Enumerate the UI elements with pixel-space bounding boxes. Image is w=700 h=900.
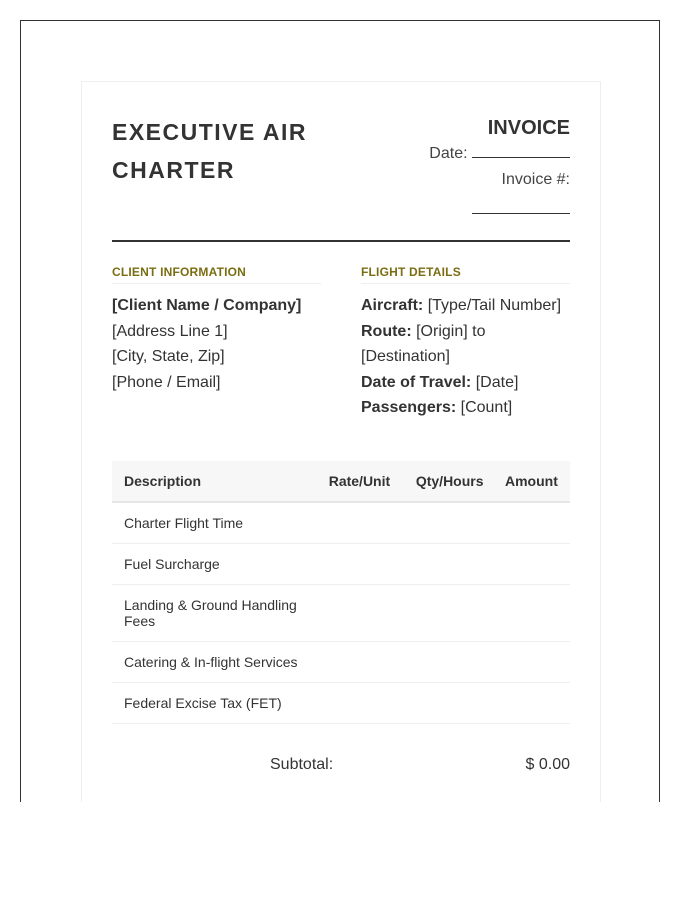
aircraft-label: Aircraft: — [361, 297, 424, 314]
passengers-value: [Count] — [460, 399, 513, 416]
row-description: Landing & Ground Handling Fees — [112, 585, 319, 642]
row-amount[interactable] — [495, 642, 570, 683]
passengers-label: Passengers: — [361, 399, 457, 416]
date-line — [370, 140, 570, 167]
date-label: Date: — [429, 145, 468, 162]
invoice-number-line — [370, 167, 570, 193]
row-qty[interactable] — [406, 585, 495, 642]
client-city: [City, State, Zip] — [112, 348, 225, 365]
route-value: [Origin] to — [416, 322, 486, 340]
row-qty[interactable] — [406, 683, 495, 724]
flight-info — [361, 293, 576, 421]
table-row — [112, 502, 570, 544]
row-amount[interactable] — [495, 683, 570, 724]
travel-date-label: Date of Travel: — [361, 373, 472, 391]
table-row — [112, 544, 570, 585]
date-blank-field[interactable] — [472, 140, 570, 158]
table-row — [112, 683, 570, 724]
passengers-line — [361, 395, 576, 421]
client-section-title: CLIENT INFORMATION — [112, 265, 321, 284]
line-items-table — [112, 461, 570, 724]
row-qty[interactable] — [406, 502, 495, 544]
invoice-title: INVOICE — [487, 117, 570, 139]
invoice-number-blank-line — [370, 197, 570, 219]
row-description: Fuel Surcharge — [112, 544, 319, 585]
row-rate[interactable] — [319, 642, 406, 683]
row-amount[interactable] — [495, 502, 570, 544]
travel-date-line — [361, 370, 576, 396]
route-value-2: [Destination] — [361, 348, 450, 365]
column-header-qty: Qty/Hours — [406, 461, 495, 502]
route-line — [361, 319, 576, 345]
column-header-description: Description — [112, 461, 319, 502]
company-name: EXECUTIVE AIR CHARTER — [112, 119, 308, 183]
aircraft-line — [361, 293, 576, 319]
client-info — [112, 293, 327, 395]
invoice-number-label: Invoice #: — [501, 171, 570, 188]
flight-section-title: FLIGHT DETAILS — [361, 265, 570, 284]
subtotal-label: Subtotal: — [270, 756, 334, 773]
row-description: Charter Flight Time — [112, 502, 319, 544]
client-contact: [Phone / Email] — [112, 373, 221, 391]
row-qty[interactable] — [406, 642, 495, 683]
table-header-row — [112, 461, 570, 502]
row-amount[interactable] — [495, 544, 570, 585]
row-rate[interactable] — [319, 683, 406, 724]
row-qty[interactable] — [406, 544, 495, 585]
subtotal-value: $ 0.00 — [525, 756, 570, 773]
row-rate[interactable] — [319, 544, 406, 585]
invoice-meta — [370, 116, 570, 219]
column-header-amount: Amount — [495, 461, 570, 502]
column-header-rate: Rate/Unit — [319, 461, 406, 502]
client-name: [Client Name / Company] — [112, 297, 302, 314]
row-rate[interactable] — [319, 585, 406, 642]
row-description: Catering & In-flight Services — [112, 642, 319, 683]
row-rate[interactable] — [319, 502, 406, 544]
aircraft-value: [Type/Tail Number] — [427, 297, 562, 314]
header-divider — [112, 240, 570, 242]
client-address: [Address Line 1] — [112, 322, 228, 340]
row-description: Federal Excise Tax (FET) — [112, 683, 319, 724]
table-row — [112, 642, 570, 683]
invoice-number-blank-field[interactable] — [472, 207, 570, 214]
route-label: Route: — [361, 322, 412, 340]
row-amount[interactable] — [495, 585, 570, 642]
travel-date-value: [Date] — [475, 373, 519, 391]
table-row — [112, 585, 570, 642]
